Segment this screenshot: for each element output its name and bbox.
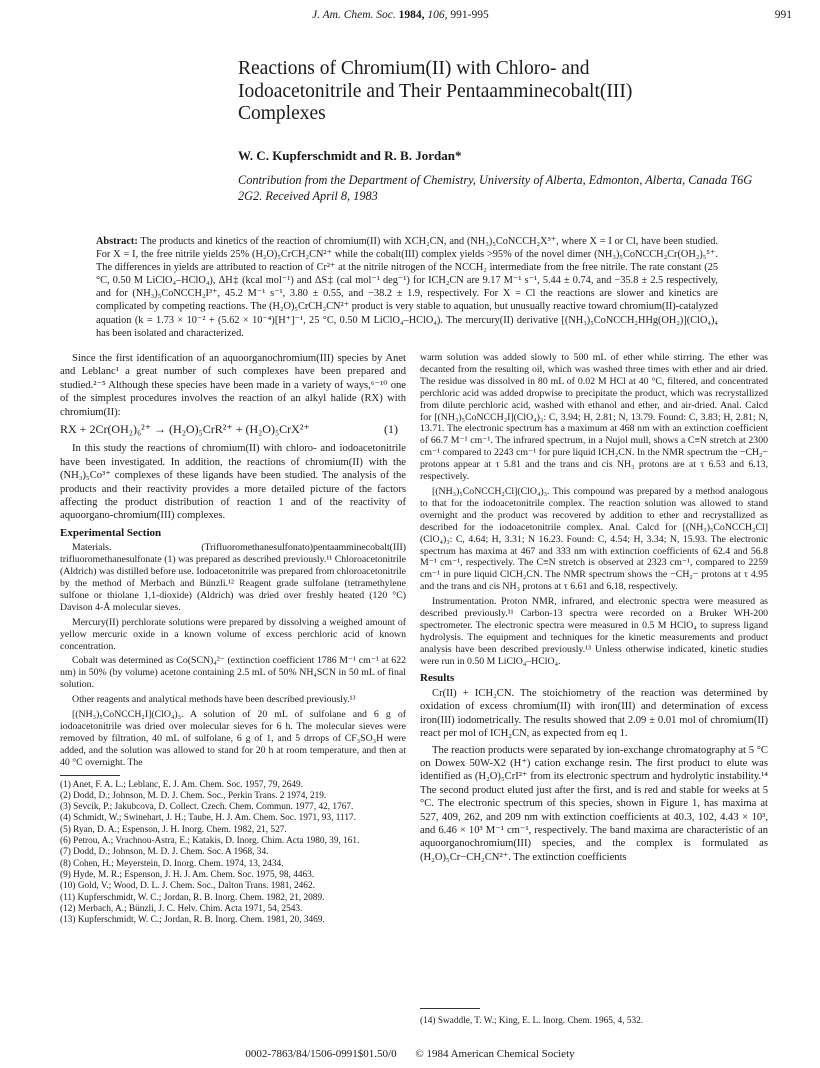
materials-paragraph: Materials. (Trifluoromethanesulfonato)pentaamminecobalt(III) trifluoromethanesulfonate (1) was prepared as described previously.¹¹ Chloroacetonitrile (Aldrich) was distilled before use. Iodoacetonitrile was prepared from chloroacetonitrile by the method of Merbach and Bünzli.¹² Reagent grade sulfolane (tetramethylene sulfone or thiolane 1,1-dioxide) (Aldrich) was dried over freshly heated (120 °C) Davison 4-Å molecular sieves. (60, 542, 406, 613)
other-reagents-paragraph: Other reagents and analytical methods have been described previously.¹³ (72, 694, 356, 706)
abstract (96, 235, 718, 340)
prep-chloro-paragraph: [(NH₃)₅CoNCCH₂Cl](ClO₄)₃. This compound was prepared by a method analogous to that for the iodoacetonitrile complex. The reaction solution was allowed to stand overnight and the product was recovered by addition to ether and recrystallized as described for the iodoacetonitrile complex. Anal. Calcd for [(NH₃)₅CoNCCH₂Cl](ClO₄)₃: C, 4.64; H, 3.31; N 16.23. Found: C, 4.54; H, 3.34; N, 15.93. The electronic spectrum has maxima at 467 and 333 nm with extinction coefficients of 62.4 and 56.8 M⁻¹ cm⁻¹, respectively. The C≡N stretch is observed at 2323 cm⁻¹, compared to 2259 cm⁻¹ in pure liquid ClCH₂CN. The NMR spectrum shows the −CH₂− protons at τ 4.95 and the trans and cis NH₃ protons at τ 6.61 and 6.18, respectively. (420, 485, 768, 593)
instrumentation-paragraph: Instrumentation. Proton NMR, infrared, and electronic spectra were measured as described previously.¹¹ Carbon-13 spectra were recorded on a Bruker WH-200 spectrometer. The electronic spectra were measured in 0.5 M HClO₄ to supress ligand hydrolysis. The equipment and techniques for the kinetic measurements and product analysis have been described previously.¹³ Unless otherwise indicated, kinetic studies were run in 0.50 M LiClO₄–HClO₄. (420, 596, 768, 667)
cobalt-paragraph: Cobalt was determined as Co(SCN)₄²⁻ (extinction coefficient 1786 M⁻¹ cm⁻¹ at 622 nm) in 50% (by volume) acetone containing 2.5 mL of 50% NH₄SCN in 50 mL of final solution. (60, 655, 406, 691)
left-column (60, 352, 406, 926)
abstract-label: Abstract: (96, 236, 138, 247)
journal-pages: 991-995 (450, 9, 489, 21)
page-number: 991 (774, 9, 792, 21)
reference-item: (8) Cohen, H.; Meyerstein, D. Inorg. Chem. 1974, 13, 2434. (60, 858, 284, 869)
reference-item: (7) Dodd, D.; Johnson, M. D. J. Chem. Soc. A 1968, 34. (60, 847, 269, 858)
page-footer (0, 1048, 820, 1060)
intro-paragraph-2: In this study the reactions of chromium(II) with chloro- and iodoacetonitrile have been investigated. In addition, the reactions of chromium(II) with the (NH₃)₅Co³⁺ complexes of these ligands have been studied. The analysis of the products and their reactivity provides a more detailed picture of the factors affecting the product distribution of reaction 1 and of the reactivity of aquoorgano-chromium(III) complexes. (60, 443, 406, 522)
article-affiliation: Contribution from the Department of Chemistry, University of Alberta, Edmonton, Alberta, Canada T6G 2G2. Received April 8, 1983 (238, 173, 753, 203)
prep-iodo-paragraph: [(NH₃)₅CoNCCH₂I](ClO₄)₃. A solution of 20 mL of sulfolane and 6 g of iodoacetonitrile was dried over molecular sieves for 6 h. The molecular sieves were removed by filtration, 40 mL of sulfolane, 6 g of 1, and 5 drrops of CF₃SO₃H were added, and the solution was allowed to stand for 20 h at room temperature, and then at 40 °C overnight. The (60, 709, 406, 768)
reference-item: (10) Gold, V.; Wood, D. L. J. Chem. Soc., Dalton Trans. 1981, 2462. (60, 881, 315, 892)
footnote-rule-right (420, 1008, 480, 1009)
reference-item: (5) Ryan, D. A.; Espenson, J. H. Inorg. Chem. 1982, 21, 527. (60, 824, 287, 835)
footnote-rule (60, 775, 120, 776)
reference-list (60, 780, 406, 927)
journal-volume: 106, (427, 9, 448, 21)
experimental-text (60, 542, 406, 768)
reference-item: (2) Dodd, D.; Johnson, M. D. J. Chem. Soc., Perkin Trans. 2 1974, 219. (60, 790, 327, 801)
copyright: © 1984 American Chemical Society (415, 1048, 575, 1060)
equation-number: (1) (384, 422, 398, 437)
results-paragraph-1: Cr(II) + ICH₂CN. The stoichiometry of the reaction was determined by oxidation of excess chromium(II) with iron(III) and determination of excess iron(III) iodometrically. The results showed that 2.09 ± 0.01 mol of chromium(II) react per mol of ICH₂CN, as expected from eq 1. (420, 687, 768, 740)
reference-item: (14) Swaddle, T. W.; King, E. L. Inorg. Chem. 1965, 4, 532. (420, 1016, 644, 1026)
section-heading-results: Results (420, 671, 455, 684)
journal-citation (312, 9, 489, 21)
reference-item: (12) Merbach, A.; Bünzli, J. C. Helv. Chim. Acta 1971, 54, 2543. (60, 903, 303, 914)
reference-item: (1) Anet, F. A. L.; Leblanc, E. J. Am. Chem. Soc. 1957, 79, 2649. (60, 779, 304, 790)
reference-item: (13) Kupferschmidt, W. C.; Jordan, R. B. Inorg. Chem. 1981, 20, 3469. (60, 915, 325, 926)
mercury-paragraph: Mercury(II) perchlorate solutions were prepared by dissolving a weighed amount of yellow mercuric oxide in a known volume of excess perchloric acid of known concentration. (60, 616, 406, 652)
reference-item: (3) Sevcik, P.; Jakubcova, D. Collect. Czech. Chem. Commun. 1977, 42, 1767. (60, 802, 354, 813)
reference-item: (4) Schmidt, W.; Swinehart, J. H.; Taube, H. J. Am. Chem. Soc. 1971, 93, 1117. (60, 813, 356, 824)
reference-item: (11) Kupferschmidt, W. C.; Jordan, R. B. Inorg. Chem. 1982, 21, 2089. (60, 892, 325, 903)
results-paragraph-2: The reaction products were separated by ion-exchange chromatography at 5 °C on Dowex 50W-X2 (H⁺) cation exchange resin. The first product to elute was identified as (H₂O)₅CrI²⁺ from its electronic spectrum and hydrolytic instability.¹⁴ The second product eluted just after the first, and is red and stable for weeks at 5 °C. The electronic spectrum of this species, shown in Figure 1, has maxima at 527, 409, 262, and 209 nm with extinction coefficients at 40.3, 102, 4.43 × 10³, and 6.46 × 10³ M⁻¹ cm⁻¹, respectively. The band maxima are characteristic of an aquoorganochromium(III) species, and the complex is formulated as (H₂O)₅Cr−CH₂CN²⁺. The extinction coefficients (420, 744, 768, 863)
equation-1 (60, 423, 406, 436)
reference-item: (9) Hyde, M. R.; Espenson, J. H. J. Am. Chem. Soc. 1975, 98, 4463. (60, 869, 315, 880)
right-column (420, 352, 768, 867)
equation-text: RX + 2Cr(OH₂)₆²⁺ → (H₂O)₅CrR²⁺ + (H₂O)₅CrX²⁺ (60, 422, 310, 437)
article-title: Reactions of Chromium(II) with Chloro- and Iodoacetonitrile and Their Pentaamminecobalt(III) Complexes (238, 58, 633, 124)
prep-iodo-continued: warm solution was added slowly to 500 mL of ether while stirring. The ether was decanted from the resulting oil, which was washed three times with ether and air dried. The residue was dissolved in 80 mL of 0.02 M HCl at 40 °C, filtered, and concentrated perchloric acid was added dropwise to precipitate the product, which was recrystallized from dilute perchloric acid, washed with ethanol and ether, and air-dried. Anal. Calcd for [(NH₃)₅CoNCCH₂I](ClO₄)₃: C, 3.94; H, 2.81; N, 13.79. Found: C, 3.83; H, 2.81; N, 13.71. The electronic spectrum has a maximum at 468 nm with an extinction coefficient of 66.7 M⁻¹ cm⁻¹. The infrared spectrum, in a Nujol mull, shows a C≡N stretch at 2300 cm⁻¹ compared to 2243 cm⁻¹ for pure liquid ICH₂CN. In the NMR spectrum the −CH₂− protons appear at τ 5.81 and the trans and cis NH₃ protons are at τ 6.53 and 6.13, respectively. (420, 352, 768, 483)
journal-year: 1984, (398, 9, 425, 21)
intro-paragraph-1: Since the first identification of an aquoorganochromium(III) species by Anet and Leblanc¹ a great number of such complexes have been prepared and studied.²⁻⁵ Although these species have been made in a variety of ways,⁶⁻¹⁰ one of the simplest procedures involves the reaction of an alkyl halide (RX) with chromium(II): (60, 353, 406, 418)
experimental-text-continued (420, 352, 768, 668)
article-code: 0002-7863/84/1506-0991$01.50/0 (245, 1048, 397, 1060)
abstract-text: The products and kinetics of the reaction of chromium(II) with XCH₂CN, and (NH₃)₅CoNCCH₂X³⁺, where X = I or Cl, have been studied. For X = I, the free nitrile yields 25% (H₂O)₅CrCH₂CN²⁺ while the cobalt(III) complex yields >95% of the novel dimer (NH₃)₅CoNCCH₂Cr(OH₂)₅⁵⁺. The differences in yields are attributed to reaction of Cr²⁺ at the nitrile nitrogen of the NCCH₂ intermediate from the free nitrile. The rate constant (25 °C, 0.50 M LiClO₄–HClO₄), ΔH‡ (kcal mol⁻¹) and ΔS‡ (cal mol⁻¹ deg⁻¹) for ICH₂CN are 9.17 M⁻¹ s⁻¹, 5.44 ± 0.74, and −35.8 ± 2.5 respectively, and for (NH₃)₅CoNCCH₂I³⁺, 45.2 M⁻¹ s⁻¹, 3.80 ± 0.55, and −38.2 ± 1.9, respectively. For X = Cl the reactions are slower and kinetics are complicated by competing reactions. The (H₂O)₅CrCH₂CN²⁺ product is very stable to aquation, but unusually reactive toward chromium(II)-catalyzed aquation (k = 1.73 × 10⁻² + (5.62 × 10⁻⁴)[H⁺]⁻¹, 25 °C, 0.50 M LiClO₄–HClO₄). The mercury(II) derivative [(NH₃)₅CoNCCH₂HHg(OH₂)](ClO₄)₄ has been isolated and characterized. (96, 236, 719, 339)
running-head (0, 6, 820, 24)
journal-name: J. Am. Chem. Soc. (312, 9, 396, 21)
section-heading-experimental: Experimental Section (60, 526, 162, 539)
article-authors: W. C. Kupferschmidt and R. B. Jordan* (238, 148, 462, 163)
reference-item: (6) Petrou, A.; Vrachnou-Astra, E.; Katakis, D. Inorg. Chim. Acta 1980, 39, 161. (60, 836, 360, 847)
